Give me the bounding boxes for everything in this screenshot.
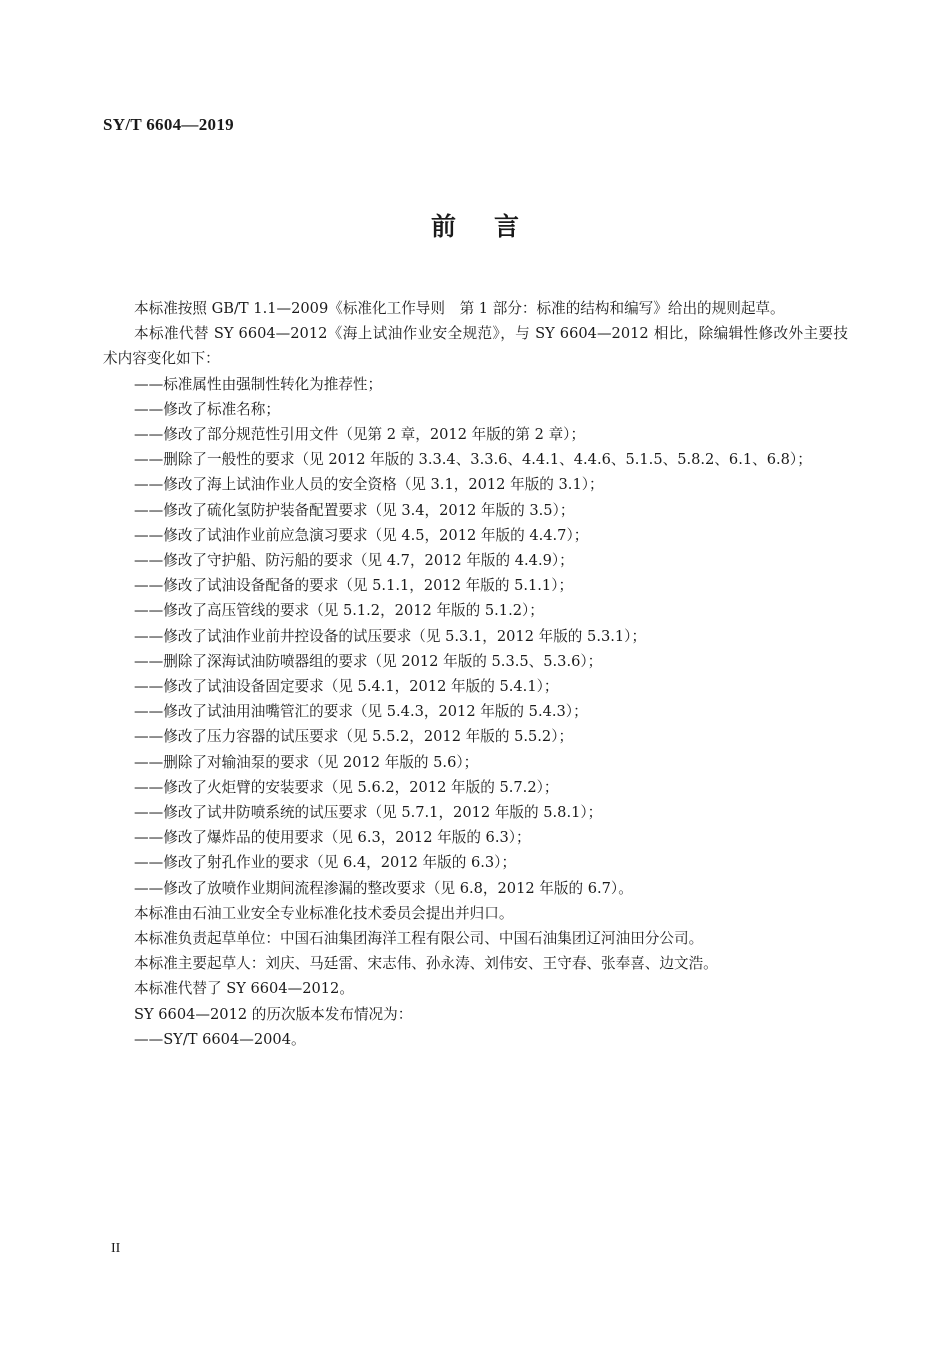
- list-item: ——修改了火炬臂的安装要求（见 5.6.2，2012 年版的 5.7.2）；: [134, 778, 559, 796]
- list-item: ——删除了深海试油防喷器组的要求（见 2012 年版的 5.3.5、5.3.6）；: [134, 652, 603, 670]
- paragraph-drafting-units: 本标准负责起草单位：中国石油集团海洋工程有限公司、中国石油集团辽河油田分公司。: [134, 930, 704, 948]
- list-item: ——修改了试井防喷系统的试压要求（见 5.7.1，2012 年版的 5.8.1）；: [134, 804, 603, 822]
- paragraph-history-intro: SY 6604—2012 的历次版本发布情况为：: [134, 1005, 413, 1023]
- page-number: II: [111, 1241, 121, 1256]
- standard-code: SY/T 6604—2019: [103, 115, 234, 134]
- list-item: ——修改了守护船、防污船的要求（见 4.7，2012 年版的 4.4.9）；: [134, 552, 574, 570]
- list-item: ——SY/T 6604—2004。: [134, 1030, 306, 1048]
- paragraph-replacement: 本标准代替 SY 6604—2012《海上试油作业安全规范》，与 SY 6604—2012 相比，除编辑性修改外主要技术内容变化如下：: [103, 325, 848, 368]
- history-list: [103, 1027, 848, 1052]
- list-item: ——修改了试油设备配备的要求（见 5.1.1，2012 年版的 5.1.1）；: [134, 577, 574, 595]
- list-item: ——修改了压力容器的试压要求（见 5.5.2，2012 年版的 5.5.2）；: [134, 728, 574, 746]
- list-item: ——修改了部分规范性引用文件（见第 2 章，2012 年版的第 2 章）；: [134, 426, 586, 444]
- list-item: ——修改了射孔作业的要求（见 6.4，2012 年版的 6.3）；: [134, 854, 517, 872]
- changes-list: [103, 372, 848, 901]
- paragraph-replaces: 本标准代替了 SY 6604—2012。: [134, 980, 354, 998]
- list-item: ——修改了试油作业前井控设备的试压要求（见 5.3.1，2012 年版的 5.3.1）；: [134, 627, 647, 645]
- list-item: ——删除了一般性的要求（见 2012 年版的 3.3.4、3.3.6、4.4.1、4.4.6、5.1.5、5.8.2、6.1、6.8）；: [134, 451, 812, 469]
- list-item: ——修改了试油作业前应急演习要求（见 4.5，2012 年版的 4.4.7）；: [134, 526, 589, 544]
- page-title: 前言: [430, 212, 557, 241]
- list-item: ——修改了试油用油嘴管汇的要求（见 5.4.3，2012 年版的 5.4.3）；: [134, 703, 588, 721]
- document-body: [103, 296, 848, 1052]
- paragraph-drafting-rules: 本标准按照 GB/T 1.1—2009《标准化工作导则 第 1 部分：标准的结构和编写》给出的规则起草。: [134, 300, 785, 317]
- list-item: ——修改了高压管线的要求（见 5.1.2，2012 年版的 5.1.2）；: [134, 602, 544, 620]
- list-item: ——修改了放喷作业期间流程渗漏的整改要求（见 6.8，2012 年版的 6.7）。: [134, 879, 633, 897]
- list-item: ——修改了海上试油作业人员的安全资格（见 3.1，2012 年版的 3.1）；: [134, 476, 604, 494]
- paragraph-drafters: 本标准主要起草人：刘庆、马廷雷、宋志伟、孙永涛、刘伟安、王守春、张奉喜、边文浩。: [134, 955, 718, 973]
- list-item: ——修改了试油设备固定要求（见 5.4.1，2012 年版的 5.4.1）；: [134, 678, 559, 696]
- list-item: ——标准属性由强制性转化为推荐性；: [134, 375, 383, 393]
- list-item: ——修改了硫化氢防护装备配置要求（见 3.4，2012 年版的 3.5）；: [134, 501, 575, 519]
- paragraph-proposer: 本标准由石油工业安全专业标准化技术委员会提出并归口。: [134, 904, 514, 922]
- list-item: ——修改了标准名称；: [134, 400, 280, 418]
- list-item: ——修改了爆炸品的使用要求（见 6.3，2012 年版的 6.3）；: [134, 829, 531, 847]
- list-item: ——删除了对输油泵的要求（见 2012 年版的 5.6）；: [134, 753, 479, 771]
